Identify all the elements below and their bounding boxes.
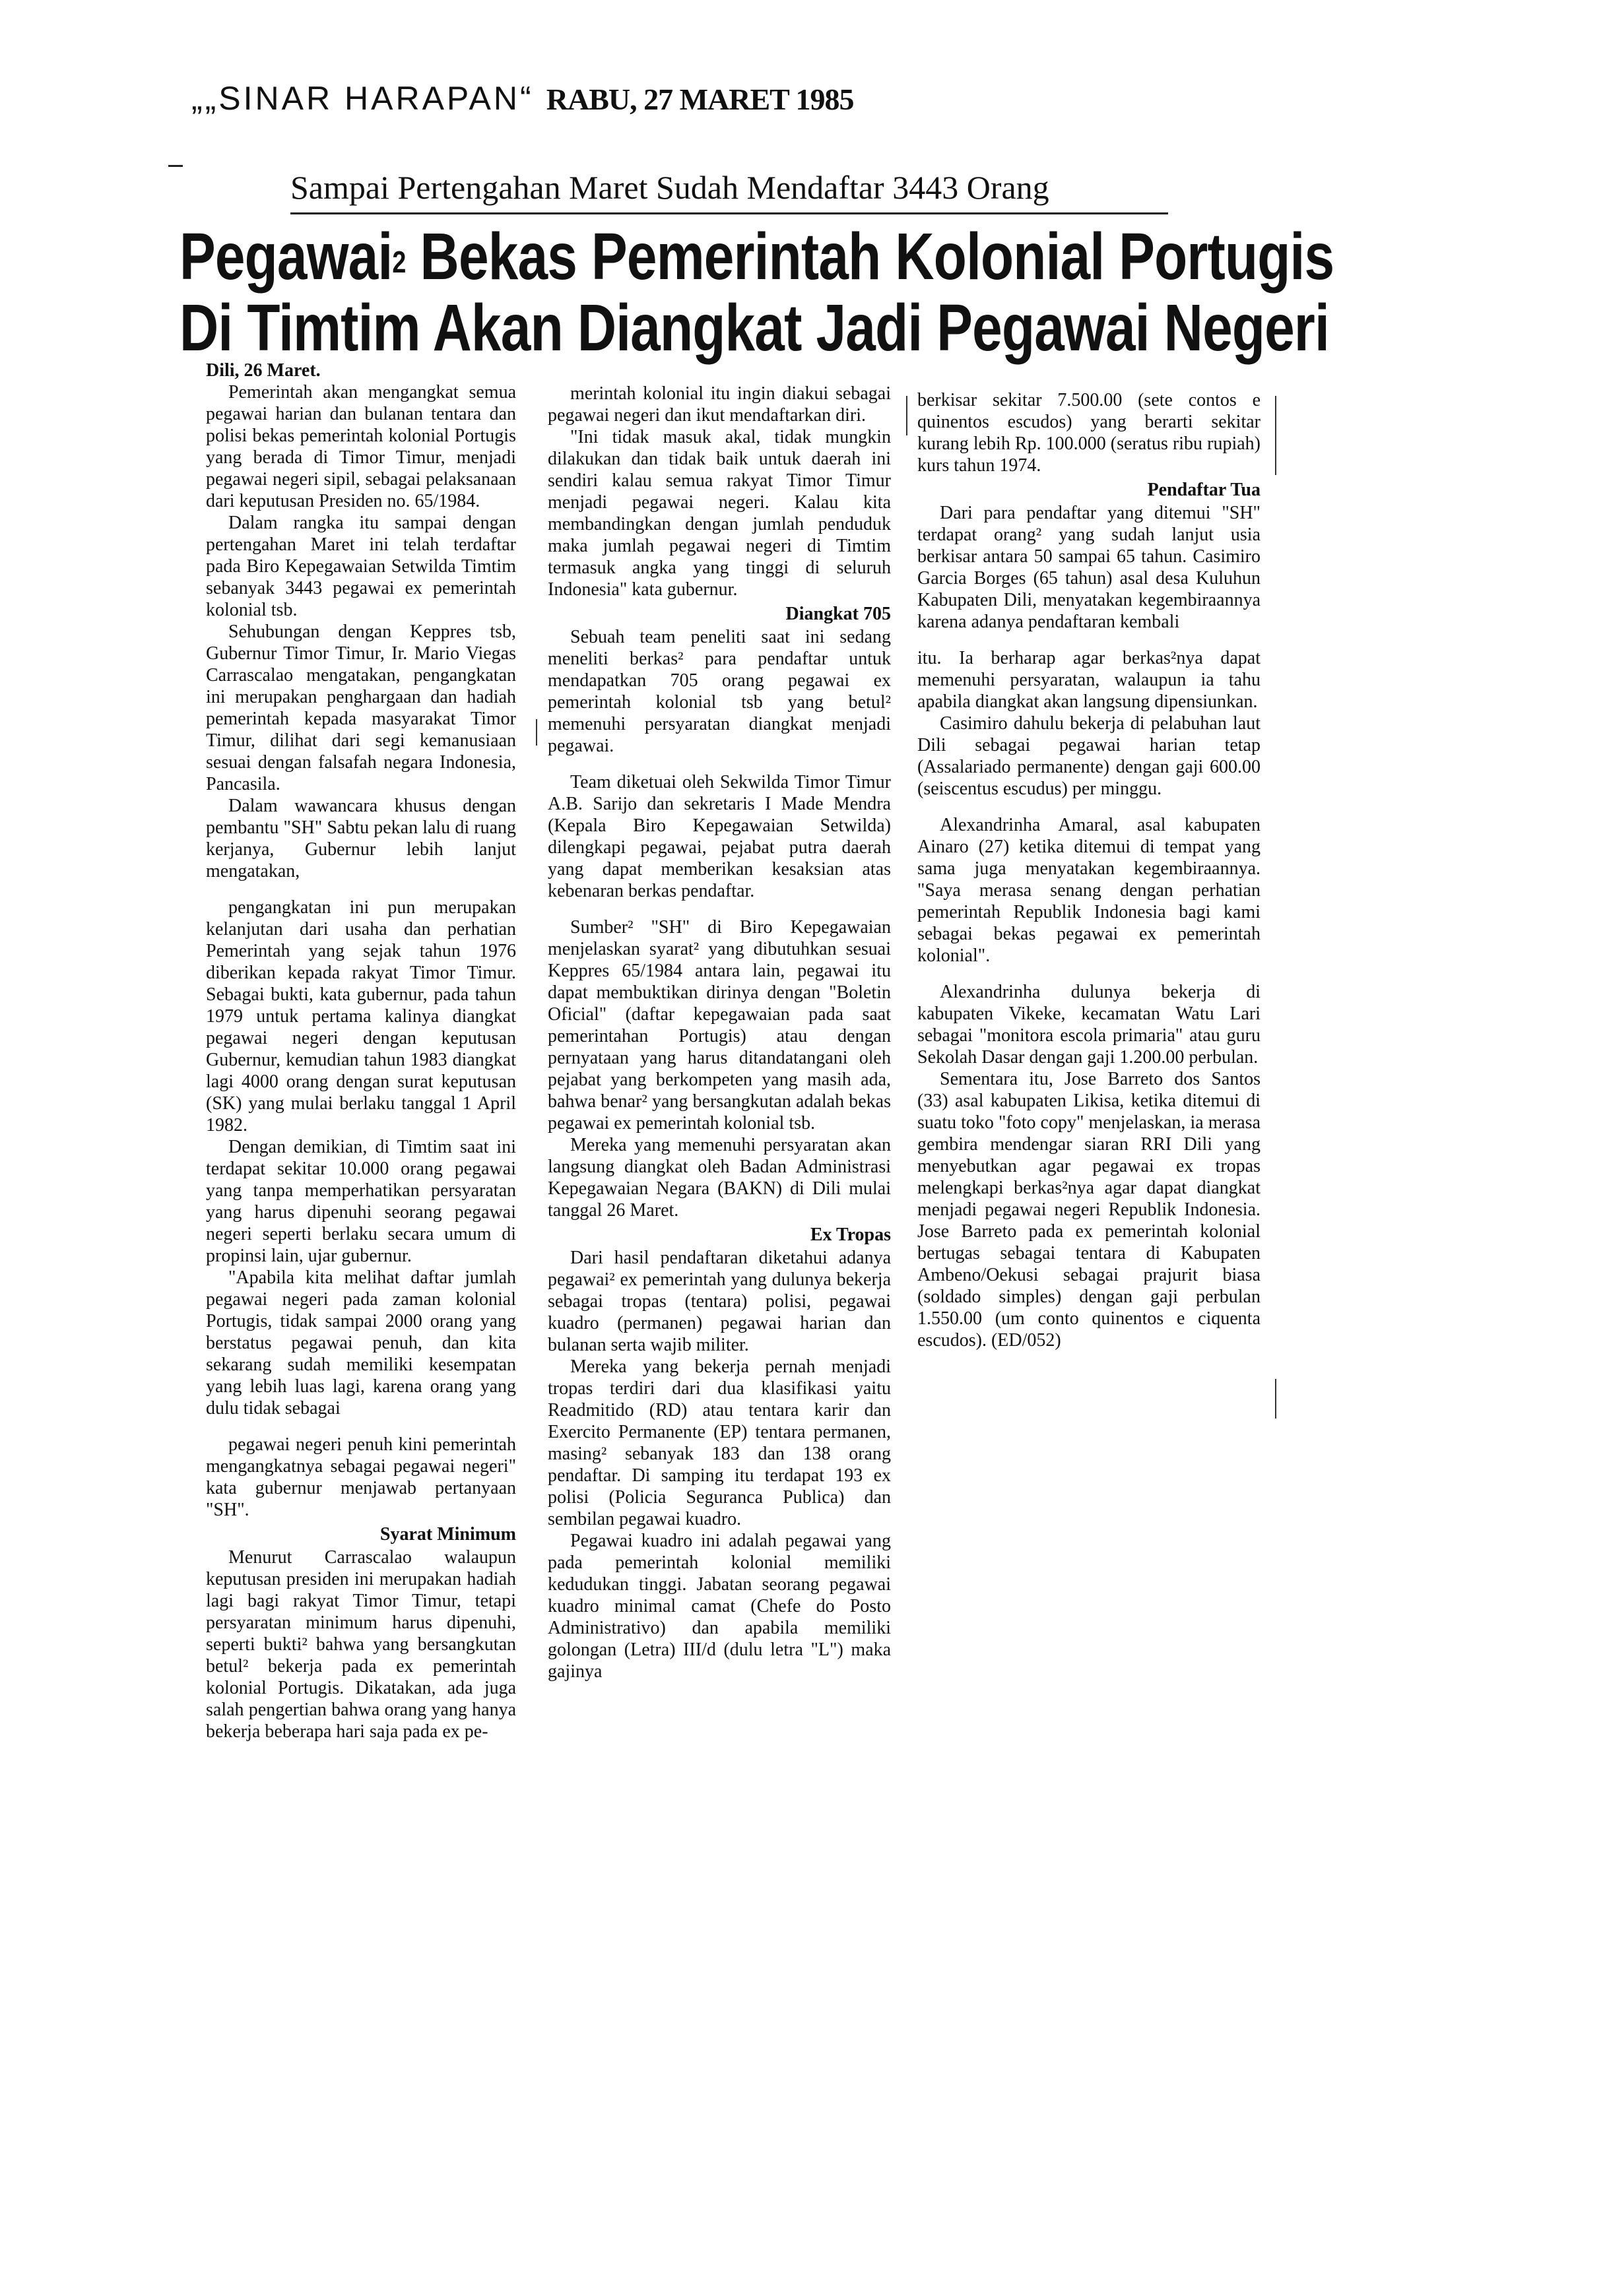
article-column-3 xyxy=(917,389,1261,1762)
issue-date: RABU, 27 MARET 1985 xyxy=(546,82,854,116)
paragraph: Sebuah team peneliti saat ini sedang meneliti berkas² para pendaftar untuk mendapatkan 705 orang pegawai ex pemerintah kolonial tsb yang betul² memenuhi persyaratan diangkat menjadi pegawai. xyxy=(548,627,891,756)
paragraph: Team diketuai oleh Sekwilda Timor Timur A.B. Sarijo dan sekretaris I Made Mendra (Kepala Biro Kepegawaian Setwilda) dilengkapi pegawai, pejabat putra daerah yang dapat memberikan kesaksian atas kebenaran berkas pendaftar. xyxy=(548,772,891,901)
article-headline xyxy=(180,220,1334,365)
dateline: Dili, 26 Maret. xyxy=(206,360,321,381)
paragraph: Pegawai kuadro ini adalah pegawai yang pada pemerintah kolonial memiliki kedudukan tinggi. Jabatan seorang pegawai kuadro minimal camat (Chefe do Posto Administrativo) dan apabila memiliki golongan (Letra) III/d (dulu letra "L") maka gajinya xyxy=(548,1531,891,1682)
column-rule xyxy=(1275,396,1276,475)
paragraph: Dalam rangka itu sampai dengan pertengahan Maret ini telah terdaftar pada Biro Kepegawaian Setwilda Timtim sebanyak 3443 pegawai ex pemerintah kolonial tsb. xyxy=(206,513,516,620)
paragraph: "Apabila kita melihat daftar jumlah pegawai negeri pada zaman kolonial Portugis, tidak sampai 2000 orang yang berstatus pegawai penuh, dan kita sekarang sudah memiliki kesempatan yang lebih luas lagi, karena orang yang dulu tidak sebagai xyxy=(206,1267,516,1419)
column-rule xyxy=(906,396,907,435)
masthead xyxy=(191,79,1181,132)
paragraph: Dari hasil pendaftaran diketahui adanya pegawai² ex pemerintah yang dulunya bekerja sebagai tropas (tentara) polisi, pegawai kuadro (permanen) pegawai harian dan bulanan serta wajib militer. xyxy=(548,1248,891,1355)
paragraph: Casimiro dahulu bekerja di pelabuhan laut Dili sebagai pegawai harian tetap (Assalariado permanente) dengan gaji 600.00 (seiscentus escudus) per minggu. xyxy=(917,713,1261,799)
paragraph: Mereka yang memenuhi persyaratan akan langsung diangkat oleh Badan Administrasi Kepegawaian Negara (BAKN) di Dili mulai tanggal 26 Maret. xyxy=(548,1135,891,1221)
paragraph: Alexandrinha dulunya bekerja di kabupaten Vikeke, kecamatan Watu Lari sebagai "monitora escola primaria" atau guru Sekolah Dasar dengan gaji 1.200.00 perbulan. xyxy=(917,982,1261,1068)
headline-line-1: Pegawai$^2$ Bekas Pemerintah Kolonial Portugis xyxy=(180,220,1334,294)
paragraph: Mereka yang bekerja pernah menjadi tropas terdiri dari dua klasifikasi yaitu Readmitido (RD) atau tentara karir dan Exercito Permanente (EP) tentara permanen, masing² sebanyak 183 dan 138 orang pendaftar. Di samping itu terdapat 193 ex polisi (Policia Seguranca Publica) dan sembilan pegawai kuadro. xyxy=(548,1356,891,1529)
article-kicker: Sampai Pertengahan Maret Sudah Mendaftar 3443 Orang xyxy=(290,169,1049,206)
paragraph: pegawai negeri penuh kini pemerintah mengangkatnya sebagai pegawai negeri" kata gubernur menjawab pertanyaan "SH". xyxy=(206,1434,516,1520)
paragraph: Dalam wawancara khusus dengan pembantu "SH" Sabtu pekan lalu di ruang kerjanya, Gubernur lebih lanjut mengatakan, xyxy=(206,796,516,881)
paragraph: berkisar sekitar 7.500.00 (sete contos e quinentos escudos) yang berarti sekitar kurang lebih Rp. 100.000 (seratus ribu rupiah) kurs tahun 1974. xyxy=(917,390,1261,476)
kicker-underline xyxy=(290,212,1168,214)
paragraph: Sehubungan dengan Keppres tsb, Gubernur Timor Timur, Ir. Mario Viegas Carrascalao mengatakan, pengangkatan ini merupakan penghargaan dan hadiah pemerintah kepada masyarakat Timor Timur, dilihat dari segi kemanusiaan sesuai dengan falsafah negara Indonesia, Pancasila. xyxy=(206,622,516,794)
paragraph: Dengan demikian, di Timtim saat ini terdapat sekitar 10.000 orang pegawai yang tanpa memperhatikan persyaratan yang harus dipenuhi seorang pegawai negeri seperti berlaku secara umum di propinsi lain, ujar gubernur. xyxy=(206,1137,516,1266)
article-column-1 xyxy=(206,360,516,2141)
paragraph: Sumber² "SH" di Biro Kepegawaian menjelaskan syarat² yang dibutuhkan sesuai Keppres 65/1984 antara lain, pegawai itu dapat membuktikan dirinya dengan "Boletin Oficial" (daftar kepegawaian pada saat pemerintahan Portugis) atau dengan pernyataan yang harus ditandatangani oleh pejabat yang berkompeten yang masih ada, bahwa benar² yang bersangkutan adalah bekas pegawai ex pemerintah kolonial tsb. xyxy=(548,917,891,1133)
newspaper-name: „„SINAR HARAPAN“ xyxy=(191,80,534,117)
paragraph: Sementara itu, Jose Barreto dos Santos (33) asal kabupaten Likisa, ketika ditemui di suatu toko "foto copy" menjelaskan, ia merasa gembira mendengar siaran RRI Dili yang menyebutkan agar pegawai ex tropas melengkapi berkas²nya agar dapat diangkat menjadi pegawai negeri Republik Indonesia. Jose Barreto pada ex pemerintah kolonial bertugas sebagai tentara di Kabupaten Ambeno/Oekusi sebagai prajurit biasa (soldado simples) dengan gaji perbulan 1.550.00 (um conto quinentos e ciquenta escudos). (ED/052) xyxy=(917,1069,1261,1351)
paragraph: merintah kolonial itu ingin diakui sebagai pegawai negeri dan ikut mendaftarkan diri. xyxy=(548,383,891,426)
paragraph: "Ini tidak masuk akal, tidak mungkin dilakukan dan tidak baik untuk daerah ini sendiri kalau semua rakyat Timor Timur menjadi pegawai negeri. Kalau kita membandingkan dengan jumlah penduduk maka jumlah pegawai negeri di Timtim termasuk angka yang tinggi di seluruh Indonesia" kata gubernur. xyxy=(548,427,891,600)
margin-dash xyxy=(168,165,183,167)
paragraph: Menurut Carrascalao walaupun keputusan presiden ini merupakan hadiah lagi bagi rakyat Timor Timur, tetapi persyaratan minimum harus dipenuhi, seperti bukti² bahwa yang bersangkutan betul² bekerja pada ex pemerintah kolonial Portugis. Dikatakan, ada juga salah pengertian bahwa orang yang hanya bekerja beberapa hari saja pada ex pe- xyxy=(206,1547,516,1742)
column-rule xyxy=(1275,1379,1276,1419)
paragraph: pengangkatan ini pun merupakan kelanjutan dari usaha dan perhatian Pemerintah yang sejak tahun 1976 diberikan kepada rakyat Timor Timur. Sebagai bukti, kata gubernur, pada tahun 1979 untuk pertama kalinya diangkat pegawai negeri dengan keputusan Gubernur, kemudian tahun 1983 diangkat lagi 4000 orang dengan surat keputusan (SK) yang mulai berlaku tanggal 1 April 1982. xyxy=(206,897,516,1135)
column-rule xyxy=(536,719,537,746)
paragraph: itu. Ia berharap agar berkas²nya dapat memenuhi persyaratan, walaupun ia tahu apabila diangkat akan langsung dipensiunkan. xyxy=(917,648,1261,712)
paragraph: Dari para pendaftar yang ditemui "SH" terdapat orang² yang sudah lanjut usia berkisar antara 50 sampai 65 tahun. Casimiro Garcia Borges (65 tahun) asal desa Kuluhun Kabupaten Dili, menyatakan kegembiraannya karena adanya pendaftaran kembali xyxy=(917,503,1261,632)
subheading-diangkat-705: Diangkat 705 xyxy=(785,604,891,624)
subheading-ex-tropas: Ex Tropas xyxy=(810,1225,891,1245)
paragraph: Alexandrinha Amaral, asal kabupaten Ainaro (27) ketika ditemui di tempat yang sama juga menyatakan kegembiraannya. "Saya merasa senang dengan perhatian pemerintah Republik Indonesia bagi kami sebagai bekas pegawai ex pemerintah kolonial". xyxy=(917,815,1261,966)
headline-line-2: Di Timtim Akan Diangkat Jadi Pegawai Negeri xyxy=(180,291,1329,365)
subheading-syarat-minimum: Syarat Minimum xyxy=(379,1524,516,1545)
paragraph: Pemerintah akan mengangkat semua pegawai harian dan bulanan tentara dan polisi bekas pemerintah kolonial Portugis yang berada di Timor Timur, menjadi pegawai negeri sipil, sebagai pelaksanaan dari keputusan Presiden no. 65/1984. xyxy=(206,382,516,511)
subheading-pendaftar-tua: Pendaftar Tua xyxy=(1147,480,1261,500)
article-column-2 xyxy=(548,383,891,2138)
